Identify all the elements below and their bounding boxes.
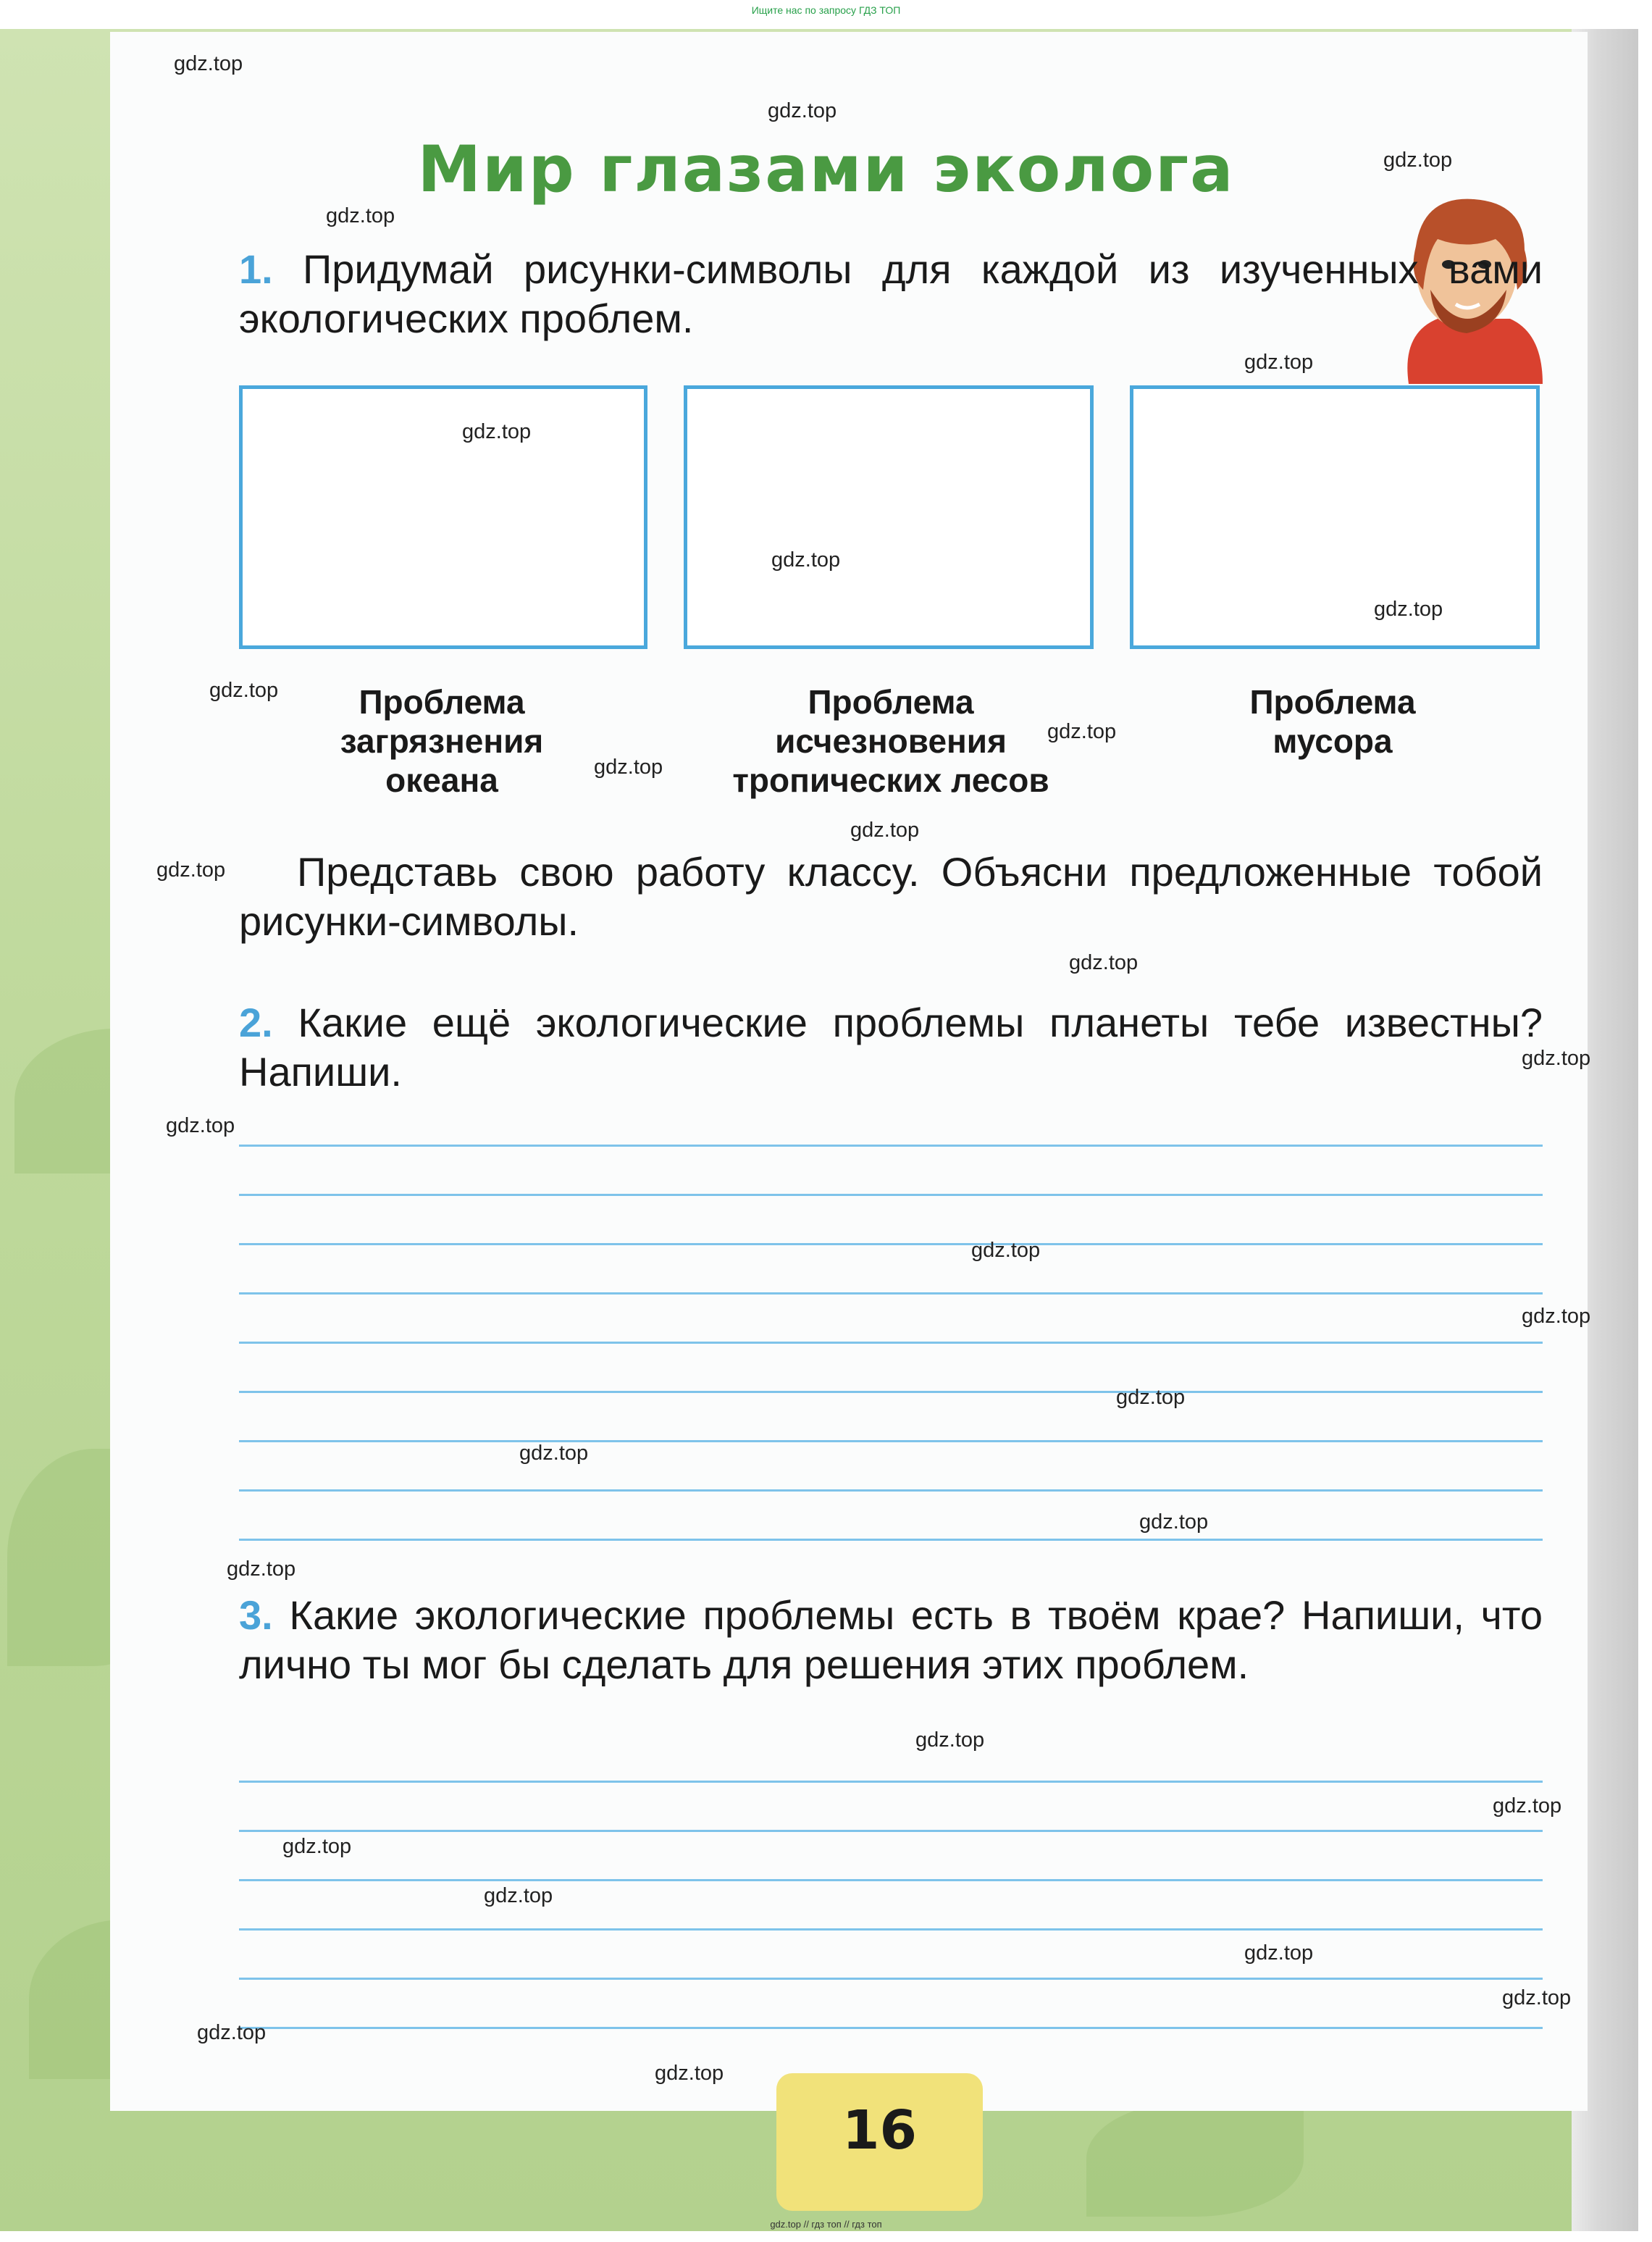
answer-line[interactable] [239,1440,1543,1442]
watermark: gdz.top [1383,149,1453,172]
answer-line[interactable] [239,1781,1543,1783]
task-2 [239,998,1543,1097]
watermark: gdz.top [1116,1386,1186,1409]
watermark: gdz.top [771,548,841,572]
watermark: gdz.top [326,204,395,227]
answer-line[interactable] [239,1145,1543,1147]
watermark: gdz.top [1502,1986,1572,2009]
caption-ocean [290,682,594,800]
answer-line[interactable] [239,1243,1543,1245]
answer-line[interactable] [239,1879,1543,1881]
answer-line[interactable] [239,1194,1543,1196]
watermark: gdz.top [209,679,279,702]
page-number: 16 [842,2099,917,2162]
task-3 [239,1591,1543,1689]
task-2-text: Какие ещё экологические проблемы планеты тебе известны? Напиши. [239,1000,1543,1095]
page-number-badge [776,2073,983,2211]
watermark: gdz.top [768,99,837,122]
watermark: gdz.top [462,420,532,443]
watermark: gdz.top [227,1557,296,1581]
caption-line: океана [385,761,498,799]
caption-line: тропических лесов [732,761,1049,799]
drawing-box-garbage[interactable] [1130,385,1540,649]
watermark: gdz.top [519,1442,589,1465]
caption-line: Проблема [808,683,974,721]
task-2-number: 2. [239,1000,273,1045]
watermark: gdz.top [1374,598,1443,621]
watermark: gdz.top [655,2062,724,2085]
watermark: gdz.top [282,1835,352,1858]
leaf-decoration [1086,2101,1304,2217]
watermark: gdz.top [484,1884,553,1907]
page-title: Мир глазами эколога [417,132,1235,206]
watermark: gdz.top [1522,1047,1591,1070]
watermark: gdz.top [1493,1794,1562,1818]
drawing-box-ocean[interactable] [239,385,647,649]
watermark: gdz.top [915,1728,985,1752]
task-1-presentation: Представь свою работу классу. Объясни предложенные тобой рисунки-символы. [239,849,1543,944]
caption-line: исчезновения [775,722,1007,760]
task-1 [239,245,1543,343]
task-1-text: Придумай рисунки-символы для каждой из изученных вами экологических проблем. [239,246,1543,341]
watermark: gdz.top [594,756,663,779]
task-1-number: 1. [239,246,273,292]
task-3-number: 3. [239,1592,273,1638]
answer-line[interactable] [239,1539,1543,1541]
watermark: gdz.top [1244,1941,1314,1965]
answer-line[interactable] [239,1978,1543,1980]
watermark: gdz.top [197,2021,267,2044]
answer-line[interactable] [239,1489,1543,1492]
watermark: gdz.top [971,1239,1041,1262]
answer-line[interactable] [239,1342,1543,1344]
watermark: gdz.top [174,52,243,75]
caption-line: Проблема [1249,683,1416,721]
caption-forests [681,682,1101,800]
top-note: Ищите нас по запросу ГДЗ ТОП [751,4,901,16]
drawing-box-forests[interactable] [684,385,1094,649]
answer-line[interactable] [239,1830,1543,1832]
answer-line[interactable] [239,2027,1543,2029]
answer-line[interactable] [239,1928,1543,1931]
watermark: gdz.top [1047,720,1117,743]
caption-line: Проблема [359,683,525,721]
watermark: gdz.top [1244,351,1314,374]
watermark: gdz.top [1522,1305,1591,1328]
watermark: gdz.top [166,1114,235,1137]
caption-line: мусора [1272,722,1393,760]
bottom-note: gdz.top // гдз топ // гдз топ [770,2219,882,2230]
watermark: gdz.top [156,858,226,882]
task-3-text: Какие экологические проблемы есть в твоём крае? Напиши, что лично ты мог бы сделать для решения этих проблем. [239,1592,1543,1687]
watermark: gdz.top [850,819,920,842]
caption-line: загрязнения [340,722,544,760]
watermark: gdz.top [1069,951,1139,974]
caption-garbage [1181,682,1485,761]
watermark: gdz.top [1139,1510,1209,1534]
answer-line[interactable] [239,1391,1543,1393]
answer-line[interactable] [239,1292,1543,1294]
